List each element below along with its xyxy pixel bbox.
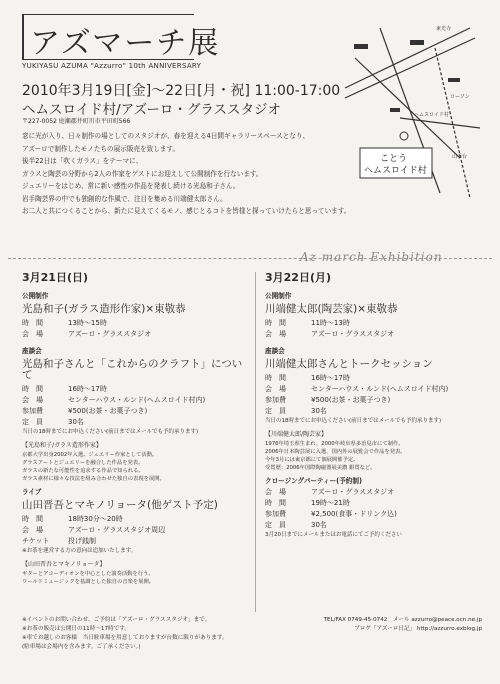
event-note: 3月20日までにメールまたはお電話にてご予約ください [265,532,402,538]
map-label: 山手台 [452,154,468,160]
event-note: ※お茶を運営する方の意向は追加いたします。 [22,548,137,554]
footer-note: ※車でお越しのお客様 当日駐車場を用意しておりますが台数に限りがあります。 [22,635,228,641]
map-label: 東光寺 [436,26,452,32]
bio-title: 【山田晋吾とマキノリョータ】 [22,561,106,568]
event-detail-row [265,329,485,340]
day-heading: 3月21日(日) [22,271,89,284]
detail-label: 定 員 [265,521,286,529]
description-line: 窓に光が入り、日々制作の場としてのスタジオが、春を迎える4日間ギャラリースペースとなり、 [22,132,310,140]
event-detail-row [22,536,247,547]
schedule-day-22 [265,272,485,539]
bio-line: ワールドミュージックを基調とした独自の音楽を展開。 [22,579,155,585]
detail-label: 参加費 [265,510,286,518]
footer-line [22,643,482,652]
schedule-day-21 [22,272,247,590]
bio-line: ギターとアコーディオンを中心とした演奏活動を行う。 [22,571,154,577]
event-detail-row [22,514,247,525]
detail-value: 30名 [311,521,327,529]
footer-line [22,616,482,625]
event-detail-row [265,373,485,384]
detail-label: 会 場 [22,526,43,534]
event-detail-row [22,318,247,329]
page-title: アズマーチ展 [30,26,221,61]
event-kind: 公開制作 [265,292,292,300]
detail-value: センターハウス・ルンド(ヘムスロイド村内) [68,396,206,404]
description-line: 岩手陶芸界の中でも独創的な作風で、注目を集める川端健太郎さん。 [22,194,227,203]
map-building [390,108,400,112]
event-detail-row [265,384,485,395]
event-detail-row [22,525,247,536]
bio-line: グラスアートとジュエリーを融合した作品を発表。 [22,460,144,466]
event-detail-row [265,520,485,531]
day-heading: 3月22日(月) [265,271,332,284]
detail-value: アズーロ・グラススタジオ [311,330,395,338]
detail-label: 参加費 [22,407,43,415]
artist-bio [22,442,247,483]
detail-value: センターハウス・ルンド(ヘムスロイド村内) [311,385,449,393]
artist-bio [265,431,485,472]
map-building [354,44,368,49]
footer-note: ※お茶の販売は公開日の11時〜17時です。 [22,626,130,632]
map-venue-marker [400,132,408,140]
event-detail-row [22,417,247,428]
detail-label: 会 場 [265,330,286,338]
detail-value: アズーロ・グラススタジオ周辺 [68,526,166,534]
map-callout-line: ヘムスロイド村 [364,166,427,176]
footer-line [22,625,482,634]
detail-value: アズーロ・グラススタジオ [68,330,152,338]
footer-notes [22,616,482,652]
detail-label: 時 間 [265,499,286,507]
description-line: お二人と共につくることから、新たに見えてくるモノ、感じとるコトを皆様と探っていけたらと思っています。 [22,207,351,215]
artist-bio [22,561,247,586]
detail-label: 会 場 [22,330,43,338]
map-road [355,58,460,158]
detail-label: 会 場 [265,488,286,496]
event-note: 当日の18時までにお申込ください(前日まではメールでも予約承ります) [22,429,199,435]
event-detail-row [22,406,247,417]
footer-note: (駐車場は会場内を含みます。ご了承ください。) [22,644,141,650]
bio-line: 今年3月には東京都にて個展開催予定。 [265,457,359,463]
event-detail-row [265,318,485,329]
map-building [448,78,460,82]
bio-line: 受賞歴：2006年国際陶磁器展美濃 銀賞など。 [265,465,376,471]
detail-label: 会 場 [22,396,43,404]
detail-value: 30名 [68,418,84,426]
detail-value: 18時30分〜20時 [68,515,123,523]
event-kind: ライブ [22,488,42,496]
event-detail-row [265,487,485,498]
event-detail-row [265,395,485,406]
detail-value: 11時〜13時 [311,319,350,327]
map-label: ローソン [450,94,470,100]
event-detail-row [22,395,247,406]
detail-value: 13時〜15時 [68,319,107,327]
event-date: 2010年3月19日[金]〜22日[月・祝] 11:00-17:00 [22,83,341,99]
event-heading: 光島和子(ガラス造形作家)×東敬恭 [22,303,186,315]
venue-address: 〒227-0052 庭瀬郡井町川市平田町566 [22,118,131,125]
description-line: ガラスと陶芸の分野から2人の作家をゲストにお迎えして公開制作を行ないます。 [22,169,263,178]
detail-value: ¥500(お茶・お菓子つき) [311,396,391,404]
detail-value: ¥500(お茶・お菓子つき) [68,407,148,415]
event-note: 当日の18時までにお申込ください(前日まではメールでも予約承ります) [265,418,442,424]
detail-value: 19時〜21時 [311,499,350,507]
detail-label: 時 間 [22,319,43,327]
event-detail-row [22,384,247,395]
event-heading: 光島和子さんと「これからのクラフト」について [22,358,243,381]
bio-line: 1976年埼玉県生まれ、2000年岐阜県多治見市にて制作。 [265,441,404,447]
footer-note: ※イベントのお問い合わせ、ご予約は「アズーロ・グラススタジオ」まで。 [22,617,211,623]
detail-value: 16時〜17時 [311,374,350,382]
event-heading: 山田晋吾とマキノリョータ(他ゲスト予定) [22,499,218,511]
event-detail-row [22,329,247,340]
detail-value: 30名 [311,407,327,415]
bio-line: ガラスの新たな可能性を追求する作品で知られる。 [22,468,144,474]
detail-value: アズーロ・グラススタジオ [311,488,395,496]
event-description [22,130,351,218]
blog-link[interactable]: ブログ「アズーロ日記」 http://azzurro.exblog.jp [354,626,482,632]
detail-label: 時 間 [265,374,286,382]
event-detail-row [265,498,485,509]
description-line: ジュエリーをはじめ、常に新い感性の作品を発表し続ける光島和子さん。 [22,182,240,190]
detail-value: 投げ銭制 [68,537,96,545]
map-callout-line: ことう [380,154,408,164]
description-line: 後半22日は「吹くガラス」をテーマに、 [22,157,143,165]
contact-info[interactable]: TEL/FAX 0749-45-0742 メール azzurro@peace.ocn.ne.jp [323,617,482,623]
detail-label: 参加費 [265,396,286,404]
footer-line [22,634,482,643]
event-heading: 川端健太郎さんとトークセッション [265,358,433,370]
detail-value: ¥2,500(食事・ドリンク込) [311,510,397,518]
map-road [400,118,480,128]
detail-label: 時 間 [265,319,286,327]
event-venue: ヘムスロイド村/アズーロ・グラススタジオ [22,102,282,118]
detail-label: 定 員 [22,418,43,426]
column-divider [255,272,256,612]
event-detail-row [265,406,485,417]
detail-label: チケット [22,537,50,545]
script-signature: Az march Exhibition [300,250,443,264]
bio-line: 2006年日本陶芸展に入選、国内外の展覧会で作品を発表。 [265,449,406,455]
detail-label: 時 間 [22,515,43,523]
event-kind: 座談会 [265,347,285,355]
detail-value: 16時〜17時 [68,385,107,393]
map-label: ヘムスロイド村 [414,112,449,118]
access-map [340,18,480,208]
event-kind: 座談会 [22,347,42,355]
event-kind: 公開制作 [22,292,49,300]
bio-title: 【光島和子/ガラス造形作家】 [22,442,102,449]
anniversary-subtitle: YUKIYASU AZUMA "Azzurro" 10th ANNIVERSARY [22,62,202,70]
bio-title: 【川端健太郎/陶芸家】 [265,431,328,438]
bio-line: ガラス素材に様々な技法を組み合わせた独自の表現を展開。 [22,476,165,482]
event-heading: 川端健太郎(陶芸家)×東敬恭 [265,303,398,315]
description-line: アズーロで制作したモノたちの展示販売を致します。 [22,144,180,153]
bio-line: 京都大学出身2002年入選。ジュエリー作家として活動。 [22,452,158,458]
detail-label: 定 員 [265,407,286,415]
map-building [410,40,424,45]
event-kind: クロージングパーティー(予約制) [265,477,362,485]
detail-label: 時 間 [22,385,43,393]
event-detail-row [265,509,485,520]
detail-label: 会 場 [265,385,286,393]
